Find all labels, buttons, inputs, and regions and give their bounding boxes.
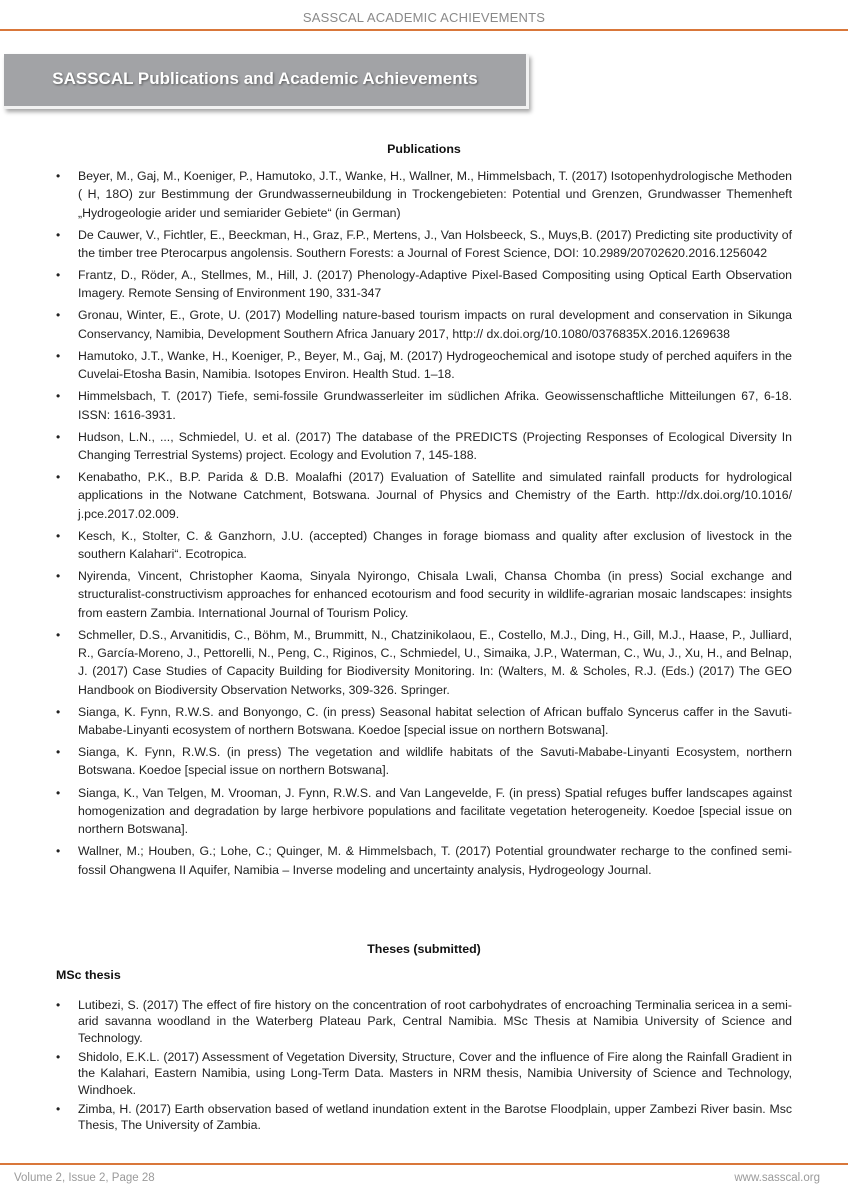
theses-list [56, 997, 792, 1137]
footer-divider [0, 1163, 848, 1165]
publications-list [56, 167, 792, 883]
list-item: • Zimba, H. (2017) Earth observation based of wetland inundation extent in the Barotse Floodplain, upper Zambezi River basin. Msc Thesis, The University of Zambia. [56, 1101, 792, 1134]
running-header: SASSCAL ACADEMIC ACHIEVEMENTS [302, 10, 546, 25]
footer-issue-page: Volume 2, Issue 2, Page 28 [14, 1172, 155, 1184]
list-item: • Hudson, L.N., ..., Schmiedel, U. et al. (2017) The database of the PREDICTS (Projecting Responses of Ecological Diversity In Changing Terrestrial Systems) project. Ecology and Evolution 7, 145-188. [56, 428, 792, 465]
list-item: • Gronau, Winter, E., Grote, U. (2017) Modelling nature-based tourism impacts on rural development and conservation in Sikunga Conservancy, Namibia, Development Southern Africa January 2017, http:// dx.doi.org/10.1080/0376835X.2016.1269638 [56, 306, 792, 343]
list-item: • Kesch, K., Stolter, C. & Ganzhorn, J.U. (accepted) Changes in forage biomass and quality after exclusion of livestock in the southern Kalahari“. Ecotropica. [56, 527, 792, 564]
list-item: • Nyirenda, Vincent, Christopher Kaoma, Sinyala Nyirongo, Chisala Lwali, Chansa Chomba (in press) Social exchange and structuralist-constructivism approaches for enhanced ecotourism and food security in wildlife-agrarian mosaic landscapes: insights from eastern Zambia. International Journal of Tourism Policy. [56, 567, 792, 622]
list-item: • Wallner, M.; Houben, G.; Lohe, C.; Quinger, M. & Himmelsbach, T. (2017) Potential groundwater recharge to the confined semi-fossil Ohangwena II Aquifer, Namibia – Inverse modeling and uncertainty analysis, Hydrogeology Journal. [56, 842, 792, 879]
list-item: • Hamutoko, J.T., Wanke, H., Koeniger, P., Beyer, M., Gaj, M. (2017) Hydrogeochemical and isotope study of perched aquifers in the Cuvelai-Etosha Basin, Namibia. Isotopes Environ. Health Stud. 1–18. [56, 347, 792, 384]
theses-heading: Theses (submitted) [367, 942, 481, 956]
header-divider [0, 29, 848, 31]
msc-thesis-subheading: MSc thesis [56, 968, 121, 982]
list-item: • Himmelsbach, T. (2017) Tiefe, semi-fossile Grundwasserleiter im südlichen Afrika. Geowissenschaftliche Mitteilungen 67, 6-18. ISSN: 1616-3931. [56, 387, 792, 424]
publications-heading: Publications [387, 142, 461, 156]
list-item: • Sianga, K. Fynn, R.W.S. and Bonyongo, C. (in press) Seasonal habitat selection of African buffalo Syncerus caffer in the Savuti-Mababe-Linyanti ecosystem of northern Botswana. Koedoe [special issue on northern Botswana]. [56, 703, 792, 740]
list-item: • Kenabatho, P.K., B.P. Parida & D.B. Moalafhi (2017) Evaluation of Satellite and simulated rainfall products for hydrological applications in the Notwane Catchment, Botswana. Journal of Physics and Chemistry of the Earth. http://dx.doi.org/10.1016/ j.pce.2017.02.009. [56, 468, 792, 523]
section-banner [4, 54, 529, 109]
list-item: • Sianga, K., Van Telgen, M. Vrooman, J. Fynn, R.W.S. and Van Langevelde, F. (in press) Spatial refuges buffer landscapes against homogenization and degradation by large herbivore populations and facilitate vegetation heterogeneity. Koedoe [special issue on northern Botswana]. [56, 784, 792, 839]
list-item: • Beyer, M., Gaj, M., Koeniger, P., Hamutoko, J.T., Wanke, H., Wallner, M., Himmelsbach, T. (2017) Isotopenhydrologische Methoden ( H, 18O) zur Bestimmung der Grundwasserneubildung in Trockengebieten: Potential und Grenzen, Grundwasser Themenheft „Hydrogeologie arider und semiarider Gebiete“ (in German) [56, 167, 792, 222]
list-item: • Sianga, K. Fynn, R.W.S. (in press) The vegetation and wildlife habitats of the Savuti-Mababe-Linyanti Ecosystem, northern Botswana. Koedoe [special issue on northern Botswana]. [56, 743, 792, 780]
list-item: • Schmeller, D.S., Arvanitidis, C., Böhm, M., Brummitt, N., Chatzinikolaou, E., Costello, M.J., Ding, H., Gill, M.J., Haase, P., Julliard, R., García-Moreno, J., Pettorelli, N., Peng, C., Riginos, C., Schmiedel, U., Simaika, J.P., Waterman, C., Wu, J., Xu, H., and Belnap, J. (2017) Case Studies of Capacity Building for Biodiversity Monitoring. In: (Walters, M. & Scholes, R.J. (Eds.) (2017) The GEO Handbook on Biodiversity Observation Networks, 309-326. Springer. [56, 626, 792, 699]
banner-title: SASSCAL Publications and Academic Achievements [52, 69, 478, 88]
list-item: • De Cauwer, V., Fichtler, E., Beeckman, H., Graz, F.P., Mertens, J., Van Holsbeeck, S., Muys,B. (2017) Predicting site productivity of the timber tree Pterocarpus angolensis. Southern Forests: a Journal of Forest Science, DOI: 10.2989/20702620.2016.1256042 [56, 226, 792, 263]
list-item: • Shidolo, E.K.L. (2017) Assessment of Vegetation Diversity, Structure, Cover and the influence of Fire along the Rainfall Gradient in the Kalahari, Eastern Namibia, using Long-Term Data. Masters in NRM thesis, Namibia University of Science and Technology, Windhoek. [56, 1049, 792, 1098]
footer-website-link[interactable]: www.sasscal.org [734, 1172, 820, 1184]
list-item: • Frantz, D., Röder, A., Stellmes, M., Hill, J. (2017) Phenology-Adaptive Pixel-Based Compositing using Optical Earth Observation Imagery. Remote Sensing of Environment 190, 331-347 [56, 266, 792, 303]
list-item: • Lutibezi, S. (2017) The effect of fire history on the concentration of root carbohydrates of encroaching Terminalia sericea in a semi-arid savanna woodland in the Waterberg Plateau Park, Central Namibia. MSc Thesis at Namibia University of Science and Technology. [56, 997, 792, 1046]
